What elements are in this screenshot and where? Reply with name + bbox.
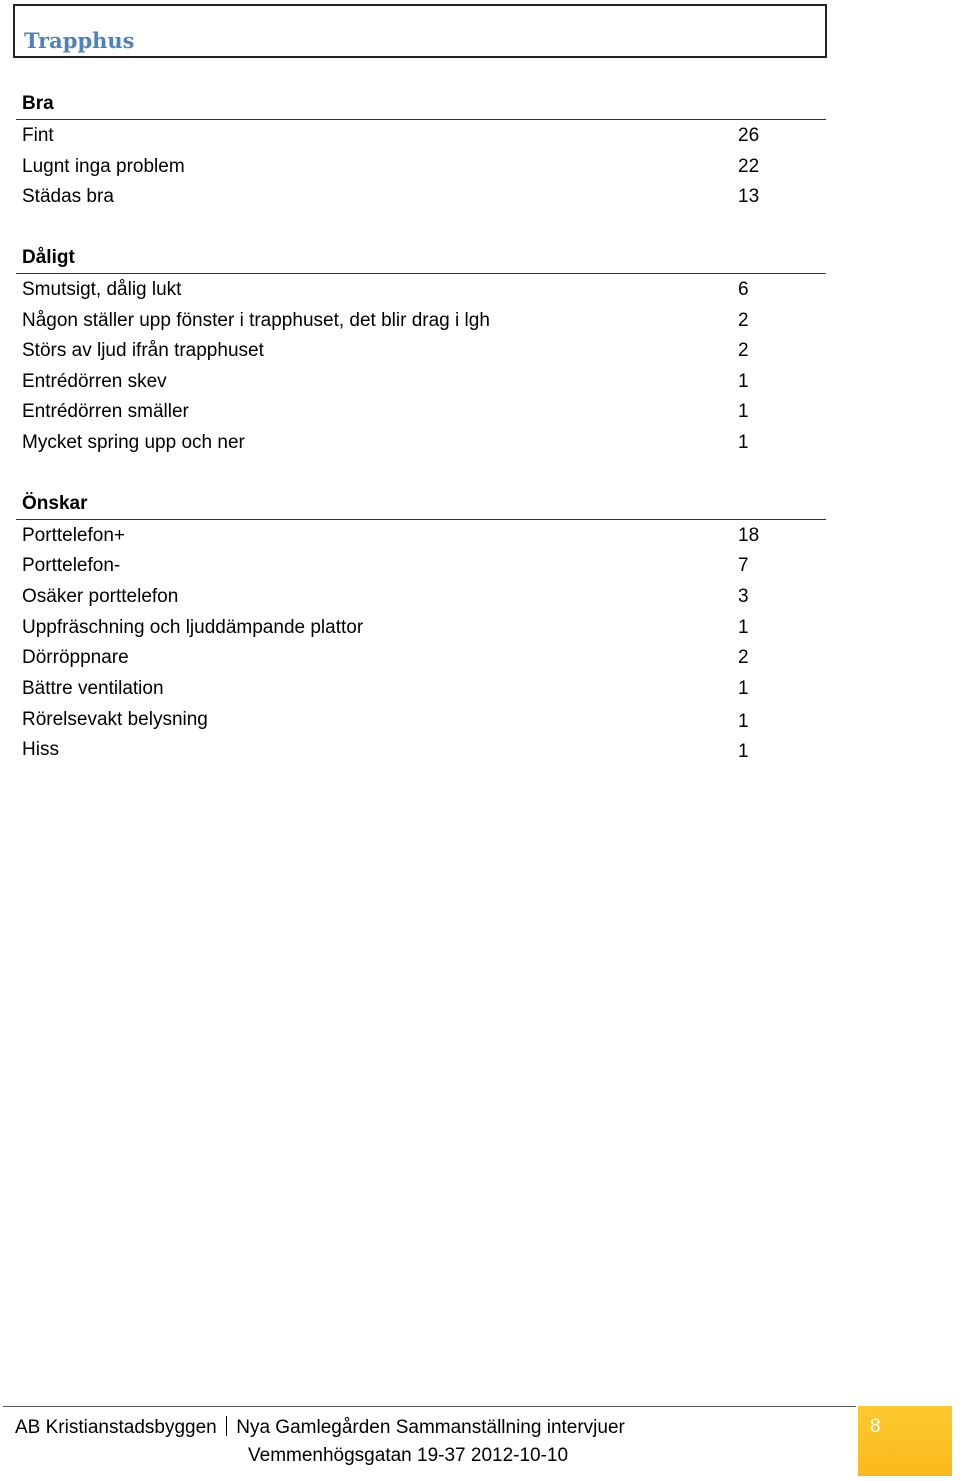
list-item: [22, 152, 782, 182]
item-count: 6: [738, 279, 749, 300]
footer-org: AB Kristianstadsbyggen: [15, 1417, 217, 1438]
item-label: Entrédörren skev: [22, 371, 167, 392]
list-item: [22, 121, 782, 151]
item-count: 13: [738, 186, 760, 207]
item-label: Smutsigt, dålig lukt: [22, 279, 182, 300]
item-label: Osäker porttelefon: [22, 586, 179, 607]
item-count: 1: [738, 711, 749, 732]
item-label: Entrédörren smäller: [22, 401, 189, 422]
list-item: [22, 705, 782, 735]
list-item: [22, 551, 782, 581]
item-count: 3: [738, 586, 749, 607]
item-count: 7: [738, 555, 749, 576]
list-item: [22, 582, 782, 612]
section-rule-onskar: [16, 519, 826, 520]
item-count: 18: [738, 525, 760, 546]
item-label: Bättre ventilation: [22, 678, 164, 699]
item-label: Någon ställer upp fönster i trapphuset, det blir drag i lgh: [22, 310, 490, 331]
list-item: [22, 428, 782, 458]
item-count: 22: [738, 156, 760, 177]
footer-doc-title: Nya Gamlegården Sammanställning intervjuer: [236, 1417, 625, 1438]
footer-rule: [3, 1406, 856, 1407]
footer-line-1: [15, 1414, 625, 1442]
item-count: 2: [738, 310, 749, 331]
page-number-box: [858, 1406, 952, 1476]
item-label: Uppfräschning och ljuddämpande plattor: [22, 617, 364, 638]
item-label: Porttelefon+: [22, 525, 125, 546]
item-count: 26: [738, 125, 760, 146]
section-header-bra: Bra: [22, 93, 54, 114]
section-header-onskar: Önskar: [22, 493, 88, 514]
item-label: Städas bra: [22, 186, 114, 207]
list-item: [22, 674, 782, 704]
item-label: Mycket spring upp och ner: [22, 432, 245, 453]
section-rule-bra: [16, 119, 826, 120]
item-label: Dörröppnare: [22, 647, 129, 668]
item-count: 1: [738, 678, 749, 699]
item-label: Hiss: [22, 739, 59, 760]
footer-separator: [226, 1416, 228, 1436]
list-item: [22, 397, 782, 427]
list-item: [22, 336, 782, 366]
list-item: [22, 275, 782, 305]
page-title: Trapphus: [24, 28, 135, 53]
item-count: 2: [738, 647, 749, 668]
section-rule-daligt: [16, 273, 826, 274]
item-label: Störs av ljud ifrån trapphuset: [22, 340, 264, 361]
item-count: 1: [738, 432, 749, 453]
footer-line-2: Vemmenhögsgatan 19-37 2012-10-10: [248, 1445, 569, 1466]
item-count: 1: [738, 617, 749, 638]
item-count: 1: [738, 371, 749, 392]
item-count: 2: [738, 340, 749, 361]
list-item: [22, 367, 782, 397]
list-item: [22, 521, 782, 551]
item-label: Rörelsevakt belysning: [22, 709, 208, 730]
item-count: 1: [738, 401, 749, 422]
list-item: [22, 613, 782, 643]
item-count: 1: [738, 741, 749, 762]
item-label: Fint: [22, 125, 54, 146]
page-title-box: [13, 4, 827, 58]
item-label: Lugnt inga problem: [22, 156, 185, 177]
list-item: [22, 306, 782, 336]
page-number: 8: [870, 1416, 881, 1437]
item-label: Porttelefon-: [22, 555, 121, 576]
list-item: [22, 735, 782, 765]
list-item: [22, 182, 782, 212]
section-header-daligt: Dåligt: [22, 247, 75, 268]
list-item: [22, 643, 782, 673]
